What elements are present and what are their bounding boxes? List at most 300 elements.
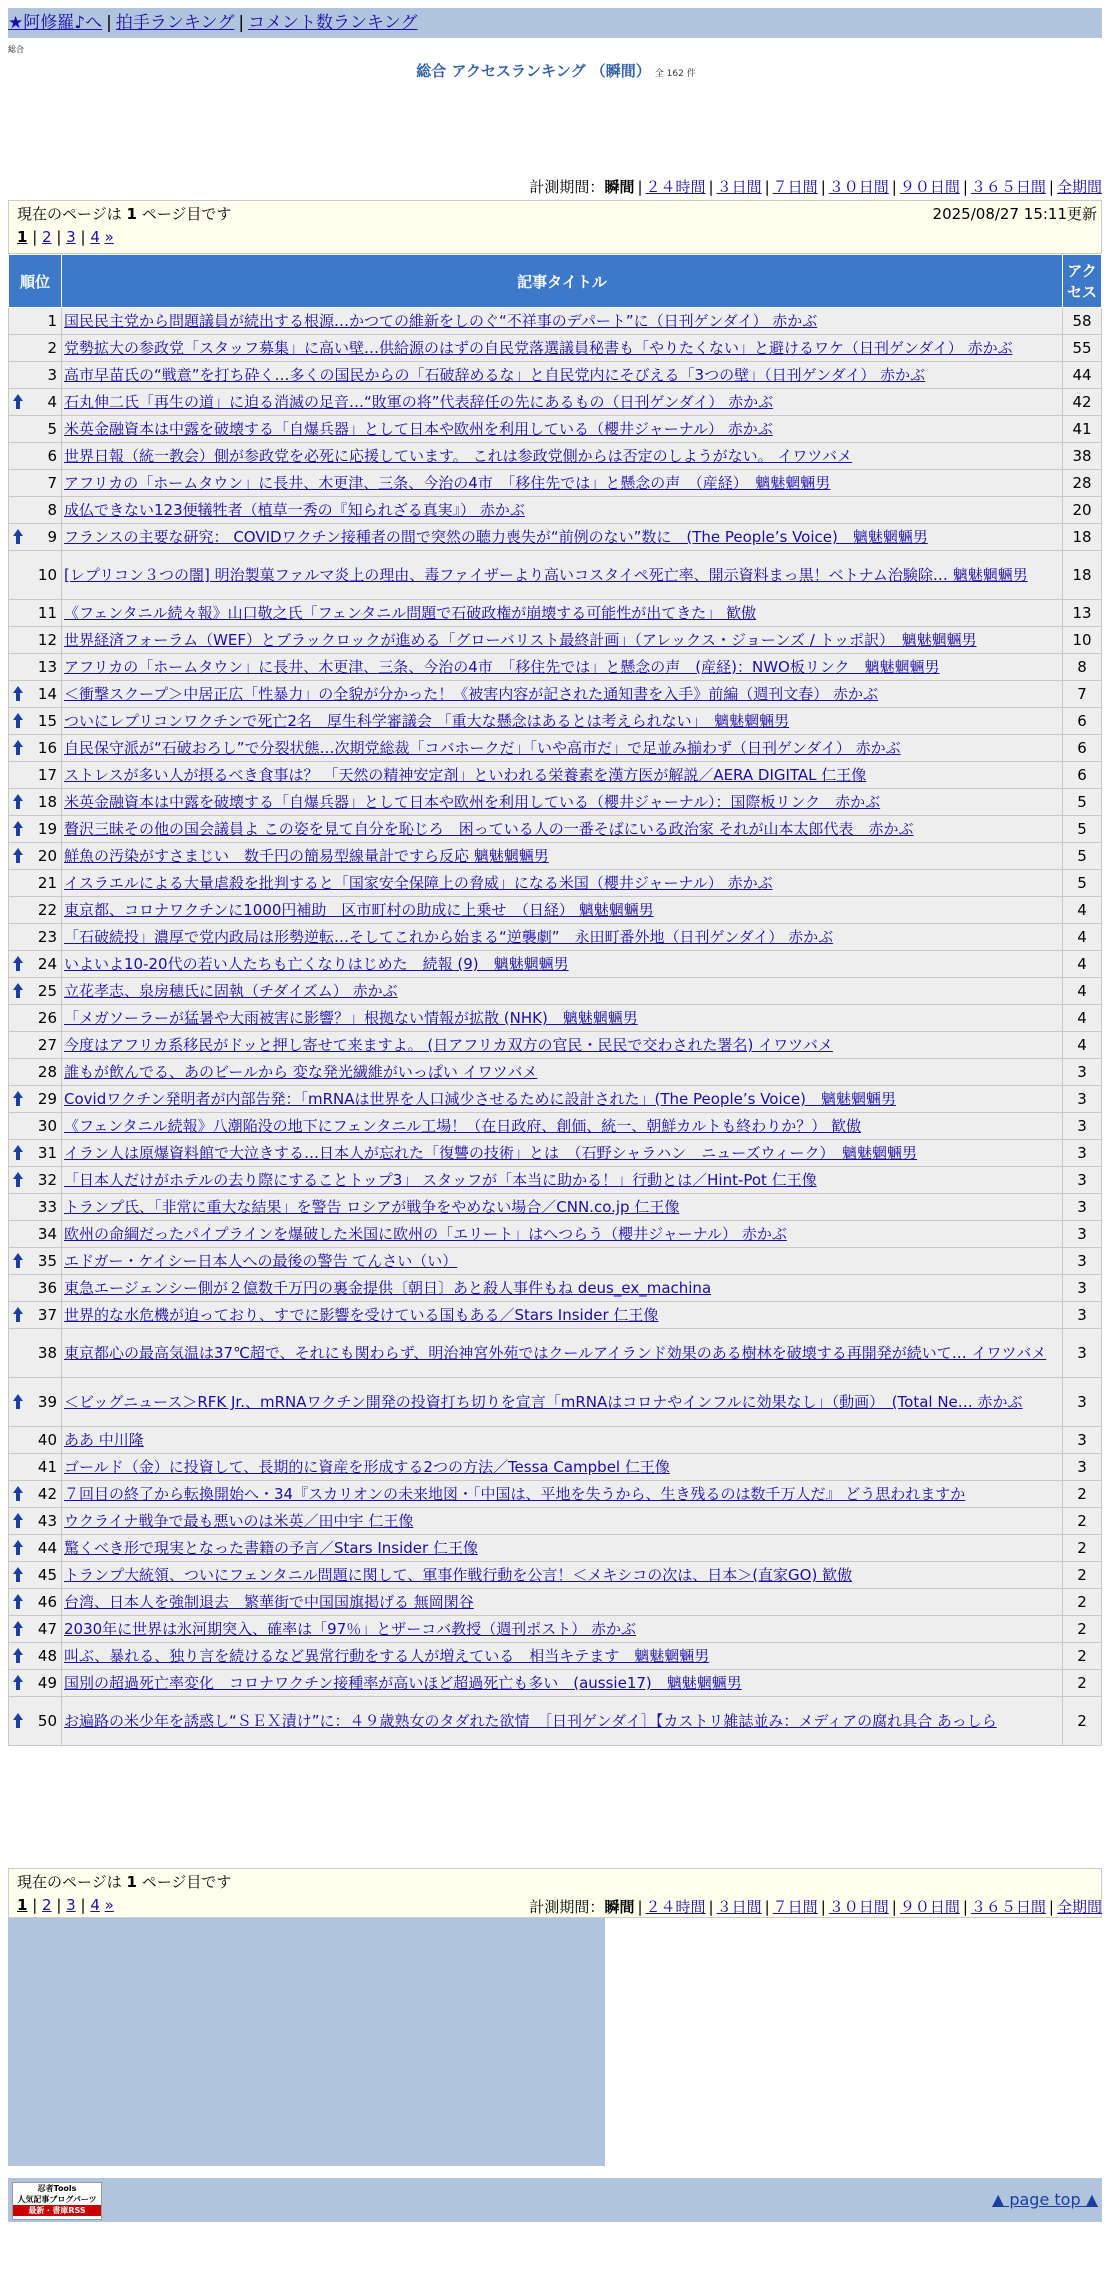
title-cell xyxy=(62,1194,1063,1221)
rank-cell xyxy=(9,1454,62,1481)
pager-separator: | xyxy=(75,228,91,246)
title-cell xyxy=(62,335,1063,362)
pager-next-link[interactable]: » xyxy=(104,228,114,246)
pager-separator: | xyxy=(51,228,67,246)
title-cell xyxy=(62,600,1063,627)
table-row xyxy=(9,1221,1102,1248)
rank-number: 33 xyxy=(37,1198,57,1216)
rank-number: 21 xyxy=(37,874,57,892)
access-count: 7 xyxy=(1063,681,1102,708)
article-link[interactable]: 立花孝志、泉房穂氏に固執（チダイズム） 赤かぶ xyxy=(64,982,398,1000)
ranking-table xyxy=(8,254,1102,1746)
rank-number: 47 xyxy=(37,1620,57,1638)
period-separator: | xyxy=(1048,1898,1054,1916)
article-link[interactable]: 驚くべき形で現実となった書籍の予言／Stars Insider 仁王像 xyxy=(64,1539,478,1557)
article-link[interactable]: 今度はアフリカ系移民がドッと押し寄せて来ますよ。 (日アフリカ双方の官民・民民で交わされた署名) イワツバメ xyxy=(64,1036,833,1054)
article-link[interactable]: 《フェンタニル続々報》山口敬之氏「フェンタニル問題で石破政権が崩壊する可能性が出てきた」 歓傲 xyxy=(64,604,757,622)
table-row xyxy=(9,308,1102,335)
table-row xyxy=(9,1059,1102,1086)
table-row xyxy=(9,1697,1102,1746)
rank-cell xyxy=(9,1032,62,1059)
access-count: 18 xyxy=(1063,551,1102,600)
article-link[interactable]: ストレスが多い人が摂るべき食事は？ 「天然の精神安定剤」といわれる栄養素を漢方医が解説／AERA DIGITAL 仁王像 xyxy=(64,766,867,784)
access-count: 3 xyxy=(1063,1113,1102,1140)
rank-cell xyxy=(9,1059,62,1086)
access-count: 3 xyxy=(1063,1329,1102,1378)
rank-cell xyxy=(9,816,62,843)
article-link[interactable]: イラン人は原爆資料館で大泣きする…日本人が忘れた「復讐の技術」とは （石野シャラハン ニューズウィーク） 魑魅魍魎男 xyxy=(64,1144,918,1162)
title-cell xyxy=(62,1643,1063,1670)
article-link[interactable]: 東急エージェンシー側が２億数千万円の裏金提供〔朝日〕あと殺人事件もね deus_ex_machina xyxy=(64,1279,712,1297)
access-count: 5 xyxy=(1063,789,1102,816)
period-link[interactable]: 全期間 xyxy=(1056,178,1102,196)
title-cell xyxy=(62,1113,1063,1140)
article-link[interactable]: 高市早苗氏の“戦意”を打ち砕く…多くの国民からの「石破辞めるな」と自民党内にそびえる「3つの壁」（日刊ゲンダイ） 赤かぶ xyxy=(64,366,926,384)
article-link[interactable]: 鮮魚の汚染がすさまじい 数千円の簡易型線量計ですら反応 魑魅魍魎男 xyxy=(64,847,549,865)
period-label: 計測期間： xyxy=(529,178,605,196)
title-cell xyxy=(62,551,1063,600)
pager-page-link[interactable]: 4 xyxy=(90,1896,100,1914)
article-link[interactable]: 世界経済フォーラム（WEF）とブラックロックが進める「グローバリスト最終計画」（アレックス・ジョーンズ / トッポ訳） 魑魅魍魎男 xyxy=(64,631,977,649)
article-link[interactable]: 米英金融資本は中露を破壊する「自爆兵器」として日本や欧州を利用している（櫻井ジャーナル）：国際板リンク 赤かぶ xyxy=(64,793,881,811)
access-count: 42 xyxy=(1063,389,1102,416)
pager-page-link[interactable]: 4 xyxy=(90,228,100,246)
access-count: 3 xyxy=(1063,1194,1102,1221)
period-separator: | xyxy=(708,1898,714,1916)
rank-cell xyxy=(9,1086,62,1113)
title-cell xyxy=(62,681,1063,708)
access-count: 2 xyxy=(1063,1670,1102,1697)
rank-cell xyxy=(9,681,62,708)
title-cell xyxy=(62,1221,1063,1248)
access-count: 44 xyxy=(1063,362,1102,389)
rank-number: 49 xyxy=(37,1674,57,1692)
rank-cell xyxy=(9,1140,62,1167)
period-link[interactable]: ９０日間 xyxy=(899,1898,960,1916)
table-row xyxy=(9,1302,1102,1329)
table-row xyxy=(9,1194,1102,1221)
table-row xyxy=(9,335,1102,362)
table-row xyxy=(9,1535,1102,1562)
rank-number: 4 xyxy=(47,393,57,411)
rank-cell xyxy=(9,627,62,654)
article-link[interactable]: 世界日報（統一教会）側が参政党を必死に応援しています。 これは参政党側からは否定のしようがない。 イワツバメ xyxy=(64,447,853,465)
rank-number: 46 xyxy=(37,1593,57,1611)
table-row xyxy=(9,1329,1102,1378)
article-link[interactable]: 誰もが飲んでる、あのビールから 変な発光繊維がいっぱい イワツバメ xyxy=(64,1063,538,1081)
table-row xyxy=(9,654,1102,681)
period-separator: | xyxy=(637,178,643,196)
rank-number: 12 xyxy=(37,631,57,649)
article-link[interactable]: 《フェンタニル続報》八潮陥没の地下にフェンタニル工場！（在日政府、創価、統一、朝鮮カルトも終わりか？） 歓傲 xyxy=(64,1117,862,1135)
title-cell xyxy=(62,897,1063,924)
table-row xyxy=(9,789,1102,816)
period-current: 瞬間 xyxy=(604,1898,635,1916)
access-count: 4 xyxy=(1063,1032,1102,1059)
rank-cell xyxy=(9,389,62,416)
period-selector-bottom xyxy=(529,1896,1102,1917)
rank-number: 35 xyxy=(37,1252,57,1270)
period-link[interactable]: ３０日間 xyxy=(828,178,889,196)
period-link[interactable]: ３６５日間 xyxy=(970,1898,1046,1916)
ninja-tools-logo[interactable] xyxy=(12,2182,102,2220)
rank-number: 14 xyxy=(37,685,57,703)
title-cell xyxy=(62,1248,1063,1275)
pager-next-link[interactable]: » xyxy=(104,1896,114,1914)
access-count: 2 xyxy=(1063,1562,1102,1589)
pagination xyxy=(17,228,1093,246)
rank-number: 17 xyxy=(37,766,57,784)
table-row xyxy=(9,1670,1102,1697)
access-count: 8 xyxy=(1063,654,1102,681)
access-count: 3 xyxy=(1063,1059,1102,1086)
rank-cell xyxy=(9,978,62,1005)
article-link[interactable]: ついにレプリコンワクチンで死亡2名 厚生科学審議会 「重大な懸念はあるとは考えられない」 魑魅魍魎男 xyxy=(64,712,790,730)
access-count: 6 xyxy=(1063,735,1102,762)
article-link[interactable]: アフリカの「ホームタウン」に長井、木更津、三条、今治の4市 「移住先では」と懸念の声 (産経)：NWO板リンク 魑魅魍魎男 xyxy=(64,658,940,676)
rank-cell xyxy=(9,1248,62,1275)
rank-number: 19 xyxy=(37,820,57,838)
table-row xyxy=(9,708,1102,735)
article-link[interactable]: トランプ大統領、ついにフェンタニル問題に関して、軍事作戦行動を公言！＜メキシコの次は、日本＞(直家GO) 歓傲 xyxy=(64,1566,853,1584)
article-link[interactable]: 「日本人だけがホテルの去り際にすることトップ3」 スタッフが「本当に助かる！」行動とは／Hint-Pot 仁王像 xyxy=(64,1171,817,1189)
period-separator: | xyxy=(764,1898,770,1916)
page-title xyxy=(0,60,1112,81)
article-link[interactable]: Covidワクチン発明者が内部告発：「mRNAは世界を人口減少させるために設計された」(The People’s Voice) 魑魅魍魎男 xyxy=(64,1090,896,1108)
access-count: 3 xyxy=(1063,1378,1102,1427)
table-row xyxy=(9,470,1102,497)
table-row xyxy=(9,551,1102,600)
rank-cell xyxy=(9,1005,62,1032)
access-count: 4 xyxy=(1063,897,1102,924)
title-cell xyxy=(62,1086,1063,1113)
col-header-title: 記事タイトル xyxy=(62,255,1063,308)
rank-cell xyxy=(9,1427,62,1454)
title-cell xyxy=(62,443,1063,470)
rank-number: 31 xyxy=(37,1144,57,1162)
rank-number: 15 xyxy=(37,712,57,730)
access-count: 2 xyxy=(1063,1589,1102,1616)
rank-cell xyxy=(9,362,62,389)
article-link[interactable]: 米英金融資本は中露を破壊する「自爆兵器」として日本や欧州を利用している（櫻井ジャーナル） 赤かぶ xyxy=(64,420,773,438)
rank-number: 36 xyxy=(37,1279,57,1297)
rank-cell xyxy=(9,735,62,762)
rank-cell xyxy=(9,897,62,924)
table-row xyxy=(9,1378,1102,1427)
article-link[interactable]: 自民保守派が“石破おろし”で分裂状態…次期党総裁「コバホークだ」「いや高市だ」で足並み揃わず（日刊ゲンダイ） 赤かぶ xyxy=(64,739,901,757)
rank-number: 9 xyxy=(47,528,57,546)
title-cell xyxy=(62,470,1063,497)
rank-cell xyxy=(9,1167,62,1194)
access-count: 2 xyxy=(1063,1616,1102,1643)
access-count: 4 xyxy=(1063,1005,1102,1032)
title-cell xyxy=(62,524,1063,551)
table-row xyxy=(9,1167,1102,1194)
access-count: 3 xyxy=(1063,1167,1102,1194)
title-cell xyxy=(62,1140,1063,1167)
title-cell xyxy=(62,1454,1063,1481)
article-link[interactable]: 東京都、コロナワクチンに1000円補助 区市町村の助成に上乗せ （日経） 魑魅魍魎男 xyxy=(64,901,654,919)
rank-number: 29 xyxy=(37,1090,57,1108)
nav-link-clap-ranking[interactable]: 拍手ランキング xyxy=(115,13,235,33)
table-row xyxy=(9,816,1102,843)
title-cell xyxy=(62,1378,1063,1427)
title-cell xyxy=(62,1005,1063,1032)
rank-number: 11 xyxy=(37,604,57,622)
access-count: 10 xyxy=(1063,627,1102,654)
rank-number: 3 xyxy=(47,366,57,384)
title-cell xyxy=(62,1329,1063,1378)
rank-number: 38 xyxy=(37,1344,57,1362)
table-row xyxy=(9,1140,1102,1167)
period-link[interactable]: ７日間 xyxy=(772,178,818,196)
table-row xyxy=(9,1454,1102,1481)
access-count: 2 xyxy=(1063,1643,1102,1670)
ad-placeholder xyxy=(8,1918,605,2166)
pager-page-link[interactable]: 2 xyxy=(42,1896,52,1914)
title-cell xyxy=(62,497,1063,524)
article-link[interactable]: フランスの主要な研究： COVIDワクチン接種者の間で突然の聴力喪失が“前例のない”数に (The People’s Voice) 魑魅魍魎男 xyxy=(64,528,928,546)
rank-number: 16 xyxy=(37,739,57,757)
rank-cell xyxy=(9,308,62,335)
table-row xyxy=(9,1562,1102,1589)
rank-number: 6 xyxy=(47,447,57,465)
title-cell xyxy=(62,951,1063,978)
period-link[interactable]: ７日間 xyxy=(772,1898,818,1916)
rank-cell xyxy=(9,789,62,816)
rank-cell xyxy=(9,470,62,497)
updated-timestamp: 2025/08/27 15:11更新 xyxy=(932,205,1097,223)
page-top-link[interactable]: ▲ page top ▲ xyxy=(991,2190,1098,2209)
title-cell xyxy=(62,1302,1063,1329)
title-cell xyxy=(62,1059,1063,1086)
access-count: 4 xyxy=(1063,924,1102,951)
table-row xyxy=(9,1275,1102,1302)
article-link[interactable]: 石丸伸二氏「再生の道」に迫る消滅の足音…“敗軍の将”代表辞任の先にあるもの（日刊ゲンダイ） 赤かぶ xyxy=(64,393,774,411)
pager-page-link[interactable]: 3 xyxy=(66,1896,76,1914)
title-cell xyxy=(62,1167,1063,1194)
article-link[interactable]: 「メガソーラーが猛暑や大雨被害に影響？」根拠ない情報が拡散 (NHK) 魑魅魍魎男 xyxy=(64,1009,638,1027)
article-link[interactable]: 贅沢三昧その他の国会議員よ この姿を見て自分を恥じろ 困っている人の一番そばにいる政治家 それが山本太郎代表 赤かぶ xyxy=(64,820,914,838)
title-cell xyxy=(62,1275,1063,1302)
rank-cell xyxy=(9,600,62,627)
pager-separator: | xyxy=(27,1896,43,1914)
rank-cell xyxy=(9,1378,62,1427)
article-link[interactable]: いよいよ10-20代の若い人たちも亡くなりはじめた 続報 (9) 魑魅魍魎男 xyxy=(64,955,569,973)
period-link[interactable]: ３日間 xyxy=(716,1898,762,1916)
table-row xyxy=(9,843,1102,870)
access-count: 2 xyxy=(1063,1535,1102,1562)
title-cell xyxy=(62,924,1063,951)
table-row xyxy=(9,416,1102,443)
article-link[interactable]: 「石破続投」濃厚で党内政局は形勢逆転…そしてこれから始まる“逆襲劇” 永田町番外地（日刊ゲンダイ） 赤かぶ xyxy=(64,928,834,946)
access-count: 6 xyxy=(1063,762,1102,789)
article-link[interactable]: ７回目の終了から転換開始へ・34『スカリオンの未来地図・「中国は、平地を失うから、生き残るのは数千万人だ』 どう思われますか xyxy=(64,1485,966,1503)
page-title-text: 総合 アクセスランキング （瞬間） xyxy=(416,62,651,80)
rank-cell xyxy=(9,951,62,978)
access-count: 3 xyxy=(1063,1454,1102,1481)
rank-cell xyxy=(9,1643,62,1670)
access-count: 13 xyxy=(1063,600,1102,627)
article-link[interactable]: 国民民主党から問題議員が続出する根源…かつての維新をしのぐ“不祥事のデパート”に（日刊ゲンダイ） 赤かぶ xyxy=(64,312,818,330)
table-row xyxy=(9,762,1102,789)
table-row xyxy=(9,1481,1102,1508)
page-info-top xyxy=(8,200,1102,254)
table-row xyxy=(9,1086,1102,1113)
article-link[interactable]: [レプリコン３つの闇] 明治製菓ファルマ炎上の理由、毒ファイザーより高いコスタイペ死亡率、開示資料まっ黒！ベトナム治験除… 魑魅魍魎男 xyxy=(64,566,1028,584)
access-count: 3 xyxy=(1063,1140,1102,1167)
rank-number: 34 xyxy=(37,1225,57,1243)
period-link[interactable]: 全期間 xyxy=(1056,1898,1102,1916)
article-link[interactable]: ウクライナ戦争で最も悪いのは米英／田中宇 仁王像 xyxy=(64,1512,414,1530)
col-header-rank: 順位 xyxy=(9,255,62,308)
pager-separator: | xyxy=(27,228,43,246)
article-link[interactable]: トランプ氏、「非常に重大な結果」を警告 ロシアが戦争をやめない場合／CNN.co.jp 仁王像 xyxy=(64,1198,680,1216)
title-cell xyxy=(62,762,1063,789)
article-link[interactable]: 成仏できない123便犠牲者（植草一秀の『知られざる真実』） 赤かぶ xyxy=(64,501,525,519)
rank-cell xyxy=(9,924,62,951)
table-row xyxy=(9,524,1102,551)
table-row xyxy=(9,1643,1102,1670)
page-number-current: 1 xyxy=(126,205,137,223)
access-count: 2 xyxy=(1063,1481,1102,1508)
rank-cell xyxy=(9,497,62,524)
table-row xyxy=(9,627,1102,654)
col-header-access: アクセス xyxy=(1063,255,1102,308)
nav-link-comment-ranking[interactable]: コメント数ランキング xyxy=(248,13,418,33)
period-link[interactable]: ３日間 xyxy=(716,178,762,196)
rank-number: 2 xyxy=(47,339,57,357)
rank-number: 23 xyxy=(37,928,57,946)
logo-line1: 忍者Tools xyxy=(37,2184,77,2193)
pager-page-link[interactable]: 2 xyxy=(42,228,52,246)
top-navigation xyxy=(8,8,1102,38)
rank-number: 18 xyxy=(37,793,57,811)
title-cell xyxy=(62,1670,1063,1697)
page-number-current: 1 xyxy=(126,1873,137,1891)
rank-cell xyxy=(9,1535,62,1562)
rank-cell xyxy=(9,1562,62,1589)
article-link[interactable]: お遍路の米少年を誘惑し“ＳＥＸ漬け”に：４９歳熟女のタダれた欲情 ［日刊ゲンダイ］【カストリ雑誌並み：メディアの腐れ具合 あっしら xyxy=(64,1712,997,1730)
rank-cell xyxy=(9,1329,62,1378)
article-link[interactable]: ＜ビッグニュース＞RFK Jr.、mRNAワクチン開発の投資打ち切りを宣言「mRNAはコロナやインフルに効果なし」（動画） (Total Ne… 赤かぶ xyxy=(64,1393,1023,1411)
table-row xyxy=(9,362,1102,389)
access-count: 55 xyxy=(1063,335,1102,362)
access-count: 4 xyxy=(1063,951,1102,978)
rank-number: 25 xyxy=(37,982,57,1000)
table-row xyxy=(9,600,1102,627)
table-row xyxy=(9,1113,1102,1140)
period-link[interactable]: ９０日間 xyxy=(899,178,960,196)
rank-cell xyxy=(9,843,62,870)
article-link[interactable]: 欧州の命綱だったパイプラインを爆破した米国に欧州の「エリート」はへつらう（櫻井ジャーナル） 赤かぶ xyxy=(64,1225,787,1243)
title-cell xyxy=(62,1427,1063,1454)
access-count: 2 xyxy=(1063,1697,1102,1746)
nav-link-asyura[interactable]: ★阿修羅♪へ xyxy=(8,13,103,33)
rank-cell xyxy=(9,1670,62,1697)
period-separator: | xyxy=(1048,178,1054,196)
table-row xyxy=(9,1248,1102,1275)
table-row xyxy=(9,1005,1102,1032)
rank-number: 45 xyxy=(37,1566,57,1584)
rank-number: 48 xyxy=(37,1647,57,1665)
rank-number: 8 xyxy=(47,501,57,519)
pager-separator: | xyxy=(75,1896,91,1914)
rank-cell xyxy=(9,524,62,551)
rank-number: 44 xyxy=(37,1539,57,1557)
rank-cell xyxy=(9,654,62,681)
current-page-text xyxy=(17,1871,1093,1892)
table-row xyxy=(9,1616,1102,1643)
nav-separator: | xyxy=(238,13,245,33)
rank-number: 50 xyxy=(37,1712,57,1730)
access-count: 3 xyxy=(1063,1302,1102,1329)
rank-number: 32 xyxy=(37,1171,57,1189)
rank-number: 20 xyxy=(37,847,57,865)
article-link[interactable]: 世界的な水危機が迫っており、すでに影響を受けている国もある／Stars Insider 仁王像 xyxy=(64,1306,659,1324)
table-row xyxy=(9,497,1102,524)
footer xyxy=(8,2178,1102,2222)
article-link[interactable]: 国別の超過死亡率変化 コロナワクチン接種率が高いほど超過死亡も多い (aussie17) 魑魅魍魎男 xyxy=(64,1674,742,1692)
period-label: 計測期間： xyxy=(529,1898,605,1916)
rank-cell xyxy=(9,1616,62,1643)
title-cell xyxy=(62,1697,1063,1746)
rank-cell xyxy=(9,1275,62,1302)
title-cell xyxy=(62,1562,1063,1589)
rank-number: 5 xyxy=(47,420,57,438)
title-cell xyxy=(62,308,1063,335)
rank-number: 40 xyxy=(37,1431,57,1449)
article-link[interactable]: イスラエルによる大量虐殺を批判すると「国家安全保障上の脅威」になる米国（櫻井ジャーナル） 赤かぶ xyxy=(64,874,773,892)
period-link[interactable]: ３０日間 xyxy=(828,1898,889,1916)
article-link[interactable]: エドガー・ケイシー日本人への最後の警告 てんさい（い） xyxy=(64,1252,458,1270)
article-link[interactable]: 党勢拡大の参政党「スタッフ募集」に高い壁…供給源のはずの自民党落選議員秘書も「やりたくない」と避けるワケ（日刊ゲンダイ） 赤かぶ xyxy=(64,339,1013,357)
article-link[interactable]: ああ 中川隆 xyxy=(64,1431,144,1449)
rank-number: 24 xyxy=(37,955,57,973)
title-cell xyxy=(62,389,1063,416)
table-row xyxy=(9,681,1102,708)
article-link[interactable]: ＜衝撃スクープ＞中居正広「性暴力」の全貌が分かった！《被害内容が記された通知書を入手》前編（週刊文春） 赤かぶ xyxy=(64,685,879,703)
rank-number: 30 xyxy=(37,1117,57,1135)
access-count: 2 xyxy=(1063,1508,1102,1535)
rank-number: 41 xyxy=(37,1458,57,1476)
pager-page-link[interactable]: 3 xyxy=(66,228,76,246)
title-cell xyxy=(62,416,1063,443)
article-link[interactable]: 台湾、日本人を強制退去 繁華街で中国国旗掲げる 無岡閑谷 xyxy=(64,1593,474,1611)
table-row xyxy=(9,951,1102,978)
article-link[interactable]: ゴールド（金）に投資して、長期的に資産を形成する2つの方法／Tessa Campbel 仁王像 xyxy=(64,1458,670,1476)
rank-number: 1 xyxy=(47,312,57,330)
period-link[interactable]: ３６５日間 xyxy=(970,178,1046,196)
access-count: 58 xyxy=(1063,308,1102,335)
article-link[interactable]: アフリカの「ホームタウン」に長井、木更津、三条、今治の4市 「移住先では」と懸念の声 （産経） 魑魅魍魎男 xyxy=(64,474,831,492)
table-row xyxy=(9,924,1102,951)
pager-current-page: 1 xyxy=(17,228,28,246)
article-link[interactable]: 東京都心の最高気温は37℃超で、それにも関わらず、明治神宮外苑ではクールアイランド効果のある樹林を破壊する再開発が続いて… イワツバメ xyxy=(64,1344,1047,1362)
period-link[interactable]: ２４時間 xyxy=(645,178,706,196)
period-selector xyxy=(529,176,1102,197)
article-link[interactable]: 叫ぶ、暴れる、独り言を続けるなど異常行動をする人が増えている 相当キテます 魑魅魍魎男 xyxy=(64,1647,710,1665)
title-cell xyxy=(62,1508,1063,1535)
ranking-body xyxy=(9,308,1102,1746)
rank-cell xyxy=(9,416,62,443)
title-cell xyxy=(62,1535,1063,1562)
page-text-suffix: ページ目です xyxy=(141,205,232,223)
period-link[interactable]: ２４時間 xyxy=(645,1898,706,1916)
table-row xyxy=(9,1508,1102,1535)
article-link[interactable]: 2030年に世界は氷河期突入、確率は「97％」とザーコバ教授（週刊ポスト） 赤かぶ xyxy=(64,1620,637,1638)
title-cell xyxy=(62,627,1063,654)
